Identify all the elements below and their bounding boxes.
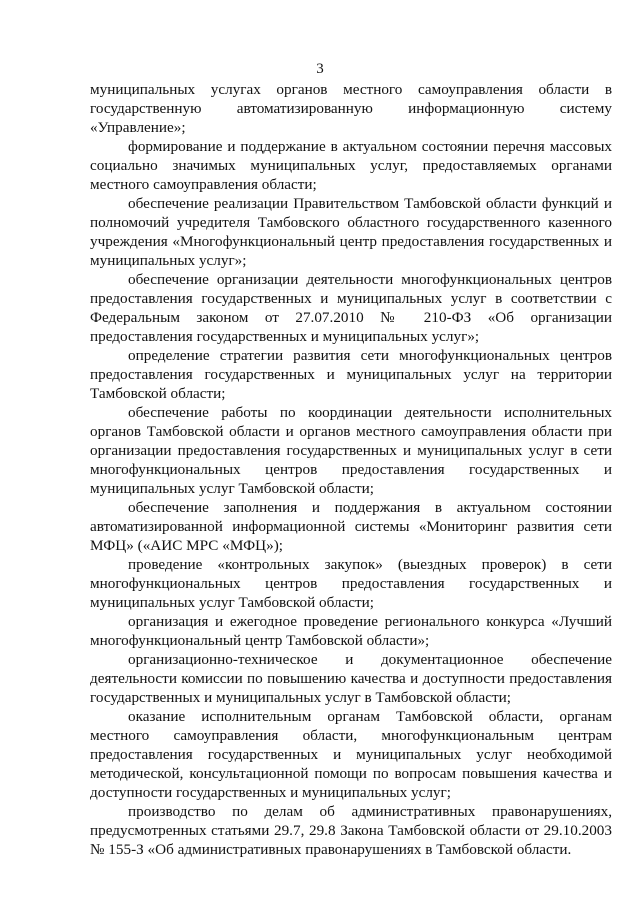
- paragraph: организация и ежегодное проведение регионального конкурса «Лучший многофункциональный центр Тамбовской области»;: [90, 613, 612, 649]
- paragraph: производство по делам об административных правонарушениях, предусмотренных статьями 29.7, 29.8 Закона Тамбовской области от 29.10.2003 № 155-З «Об административных правонарушениях в Тамбовской области.: [90, 803, 612, 858]
- page-number: 3: [316, 61, 324, 77]
- paragraph: проведение «контрольных закупок» (выездных проверок) в сети многофункциональных центров предоставления государственных и муниципальных услуг Тамбовской области;: [90, 556, 612, 611]
- paragraph: организационно-техническое и документационное обеспечение деятельности комиссии по повышению качества и доступности предоставления государственных и муниципальных услуг в Тамбовской области;: [90, 651, 612, 706]
- paragraph: оказание исполнительным органам Тамбовской области, органам местного самоуправления области, многофункциональным центрам предоставления государственных и муниципальных услуг необходимой методической, консультационной помощи по вопросам повышения качества и доступности государственных и муниципальных услуг;: [90, 708, 612, 801]
- paragraph: формирование и поддержание в актуальном состоянии перечня массовых социально значимых муниципальных услуг, предоставляемых органами местного самоуправления области;: [90, 138, 612, 193]
- paragraph: обеспечение реализации Правительством Тамбовской области функций и полномочий учредителя Тамбовского областного государственного казенного учреждения «Многофункциональный центр предоставления государственных и муниципальных услуг»;: [90, 195, 612, 269]
- paragraph: муниципальных услугах органов местного самоуправления области в государственную автоматизированную информационную систему «Управление»;: [90, 81, 612, 136]
- document-body: [90, 80, 612, 859]
- paragraph: обеспечение организации деятельности многофункциональных центров предоставления государственных и муниципальных услуг в соответствии с Федеральным законом от 27.07.2010 № 210-ФЗ «Об организации предоставления государственных и муниципальных услуг»;: [90, 271, 612, 345]
- paragraph: определение стратегии развития сети многофункциональных центров предоставления государственных и муниципальных услуг на территории Тамбовской области;: [90, 347, 612, 402]
- paragraph: обеспечение заполнения и поддержания в актуальном состоянии автоматизированной информационной системы «Мониторинг развития сети МФЦ» («АИС МРС «МФЦ»);: [90, 499, 612, 554]
- paragraph: обеспечение работы по координации деятельности исполнительных органов Тамбовской области и органов местного самоуправления области при организации предоставления государственных и муниципальных услуг в сети многофункциональных центров предоставления государственных и муниципальных услуг Тамбовской области;: [90, 404, 612, 497]
